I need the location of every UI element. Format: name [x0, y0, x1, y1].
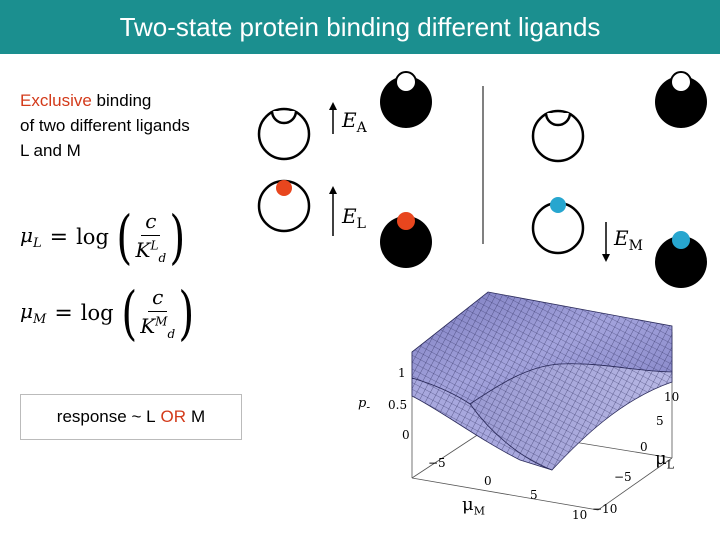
protein-active-ligand-l — [380, 212, 432, 268]
plot-right-tick-5: 5 — [656, 414, 664, 428]
plot-left-tick-m5: −5 — [428, 456, 446, 470]
formula-l-log: log — [76, 225, 109, 249]
plot-left-tick-5: 5 — [530, 488, 538, 502]
plot-axis-mu-m: $\mu_M$ — [462, 494, 485, 518]
protein-active-ligand-m — [655, 231, 707, 288]
formula-l-sub: L — [33, 236, 42, 251]
formula-l-den-symbol: K — [135, 238, 151, 262]
plot-right-tick-10: 10 — [664, 390, 680, 404]
plot-axis-mu-l: $\mu_L$ — [655, 448, 675, 472]
protein-inactive-empty-right — [533, 111, 583, 161]
plot-z-tick-0: 0 — [402, 428, 410, 442]
ligand-l-bound-icon — [397, 212, 415, 230]
formula-l-den-sup: L — [150, 238, 159, 253]
response-or: OR — [160, 407, 187, 426]
formula-l-numerator: c — [141, 209, 160, 236]
formula-l-symbol: μ — [20, 223, 33, 247]
response-prefix: response ~ L — [56, 407, 156, 426]
protein-active-empty — [380, 72, 432, 128]
plot-right-tick-m10: −10 — [592, 502, 618, 516]
formula-m-den-sup: M — [155, 314, 168, 329]
slide-title: Two-state protein binding different ligands — [119, 11, 601, 42]
formula-mu-l: $\mu_L$ = log ( $\frac{c}{K^L_d}$ ) — [20, 203, 186, 271]
formula-m-equals: = — [54, 300, 73, 326]
protein-inactive-ligand-l — [259, 180, 309, 231]
formula-l-den-sub: d — [158, 251, 167, 265]
energy-arrow-el — [329, 186, 337, 236]
plot-z-label: $p_-$ — [358, 396, 371, 414]
protein-inactive-empty — [259, 109, 309, 159]
plot-z-tick-05: 0.5 — [388, 398, 408, 412]
description-line3: L and M — [20, 141, 81, 160]
plot-left-tick-0: 0 — [484, 474, 492, 488]
response-suffix: M — [191, 407, 206, 426]
energy-label-ea: $E_A$ — [342, 108, 367, 136]
formula-m-symbol: μ — [20, 299, 33, 323]
plot-right-tick-0: 0 — [640, 440, 648, 454]
formula-l-equals: = — [49, 224, 69, 250]
surface-plot — [412, 292, 675, 510]
formula-m-sub: M — [33, 312, 47, 327]
ligand-l-icon — [276, 180, 292, 196]
formula-m-den-sub: d — [167, 327, 176, 341]
description-line1-rest: binding — [96, 91, 152, 110]
ligand-m-bound-icon — [672, 231, 690, 249]
ligand-m-icon — [550, 197, 566, 213]
plot-z-tick-1: 1 — [398, 366, 406, 380]
energy-label-em: $E_M$ — [614, 226, 643, 254]
formula-m-den-symbol: K — [140, 314, 156, 338]
formula-m-numerator: c — [148, 285, 167, 312]
energy-arrow-ea — [329, 102, 337, 134]
plot-right-tick-m5: −5 — [614, 470, 632, 484]
description-line2: of two different ligands — [20, 116, 190, 135]
plot-left-tick-10: 10 — [572, 508, 588, 522]
formula-m-log: log — [80, 301, 114, 325]
formula-mu-m: $\mu_M$ = log ( $\frac{c}{K^M_d}$ ) — [20, 279, 195, 347]
protein-active-empty-right — [655, 72, 707, 128]
energy-arrow-em — [602, 222, 610, 262]
description-accent: Exclusive — [20, 91, 92, 110]
energy-label-el: $E_L$ — [342, 204, 366, 232]
protein-inactive-ligand-m — [533, 197, 583, 253]
